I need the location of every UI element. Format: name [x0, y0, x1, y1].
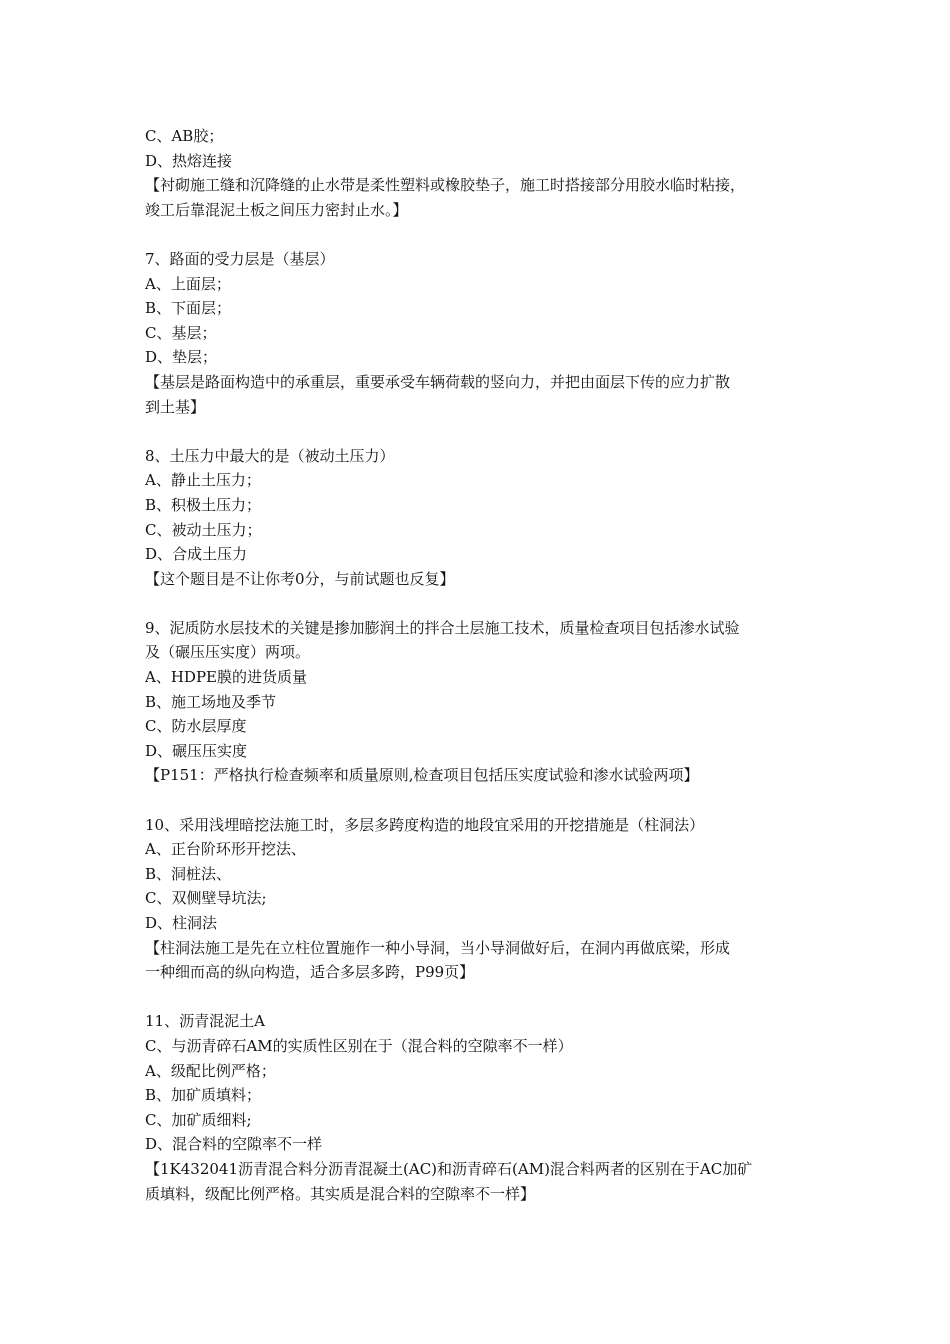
explanation-line: 【这个题目是不让你考0分，与前试题也反复】 [145, 569, 455, 588]
explanation-line: 一种细而高的纵向构造，适合多层多跨，P99页】 [145, 963, 475, 982]
question-block-9 [145, 616, 815, 788]
question-line: C、与沥青碎石AM的实质性区别在于（混合料的空隙率不一样） [145, 1036, 573, 1055]
question-block-8 [145, 444, 815, 592]
option-line: C、加矿质细料; [145, 1110, 252, 1129]
option-line: B、施工场地及季节 [145, 692, 277, 711]
explanation-line: 到土基】 [145, 397, 206, 416]
block-spacer [145, 788, 815, 813]
question-block-11 [145, 1009, 815, 1206]
option-line: A、级配比例严格； [145, 1061, 276, 1080]
question-line: 8、土压力中最大的是（被动土压力） [145, 446, 395, 465]
question-line: 9、泥质防水层技术的关键是掺加膨润土的拌合土层施工技术，质量检查项目包括渗水试验 [145, 618, 740, 637]
explanation-line: 【P151：严格执行检查频率和质量原则,检查项目包括压实度试验和渗水试验两项】 [145, 766, 699, 785]
option-line: D、碾压压实度 [145, 741, 248, 760]
option-line: D、热熔连接 [145, 151, 233, 170]
option-line: D、垫层； [145, 348, 218, 367]
explanation-line: 【1K432041沥青混合料分沥青混凝土(AC)和沥青碎石(AM)混合料两者的区别在于AC加矿 [145, 1159, 753, 1178]
explanation-line: 【衬砌施工缝和沉降缝的止水带是柔性塑料或橡胶垫子，施工时搭接部分用胶水临时粘接， [145, 176, 746, 195]
block-spacer [145, 222, 815, 247]
question-line: 7、路面的受力层是（基层） [145, 249, 335, 268]
option-line: D、合成土压力 [145, 545, 248, 564]
option-line: A、静止土压力； [145, 471, 261, 490]
block-spacer [145, 419, 815, 444]
option-line: A、上面层； [145, 274, 231, 293]
explanation-line: 竣工后靠混泥土板之间压力密封止水。】 [145, 200, 408, 219]
option-line: A、HDPE膜的进货质量 [145, 668, 307, 687]
option-line: B、积极土压力； [145, 495, 262, 514]
question-line: 及（碾压压实度）两项。 [145, 643, 311, 662]
block-spacer [145, 591, 815, 616]
option-line: C、被动土压力； [145, 520, 262, 539]
explanation-line: 质填料，级配比例严格。其实质是混合料的空隙率不一样】 [145, 1184, 536, 1203]
question-line: 11、沥青混泥土A [145, 1012, 265, 1031]
block-spacer [145, 985, 815, 1010]
option-line: C、防水层厚度 [145, 717, 247, 736]
option-line: D、柱洞法 [145, 914, 218, 932]
option-line: B、下面层； [145, 299, 232, 318]
option-line: B、洞桩法、 [145, 864, 232, 883]
explanation-line: 【柱洞法施工是先在立柱位置施作一种小导洞，当小导洞做好后，在洞内再做底梁，形成 [145, 938, 731, 957]
option-line: C、双侧壁导坑法; [145, 889, 267, 908]
question-block-6 [145, 124, 815, 222]
option-line: C、基层； [145, 323, 217, 342]
question-block-10 [145, 813, 815, 985]
explanation-line: 【基层是路面构造中的承重层，重要承受车辆荷载的竖向力，并把由面层下传的应力扩散 [145, 372, 731, 391]
document-page [145, 124, 815, 1206]
option-line: C、AB胶； [145, 127, 224, 145]
option-line: A、正台阶环形开挖法、 [145, 840, 306, 859]
question-block-7 [145, 247, 815, 419]
option-line: B、加矿质填料； [145, 1086, 262, 1105]
option-line: D、混合料的空隙率不一样 [145, 1135, 323, 1154]
question-line: 10、采用浅埋暗挖法施工时，多层多跨度构造的地段宜采用的开挖措施是（柱洞法） [145, 815, 705, 834]
